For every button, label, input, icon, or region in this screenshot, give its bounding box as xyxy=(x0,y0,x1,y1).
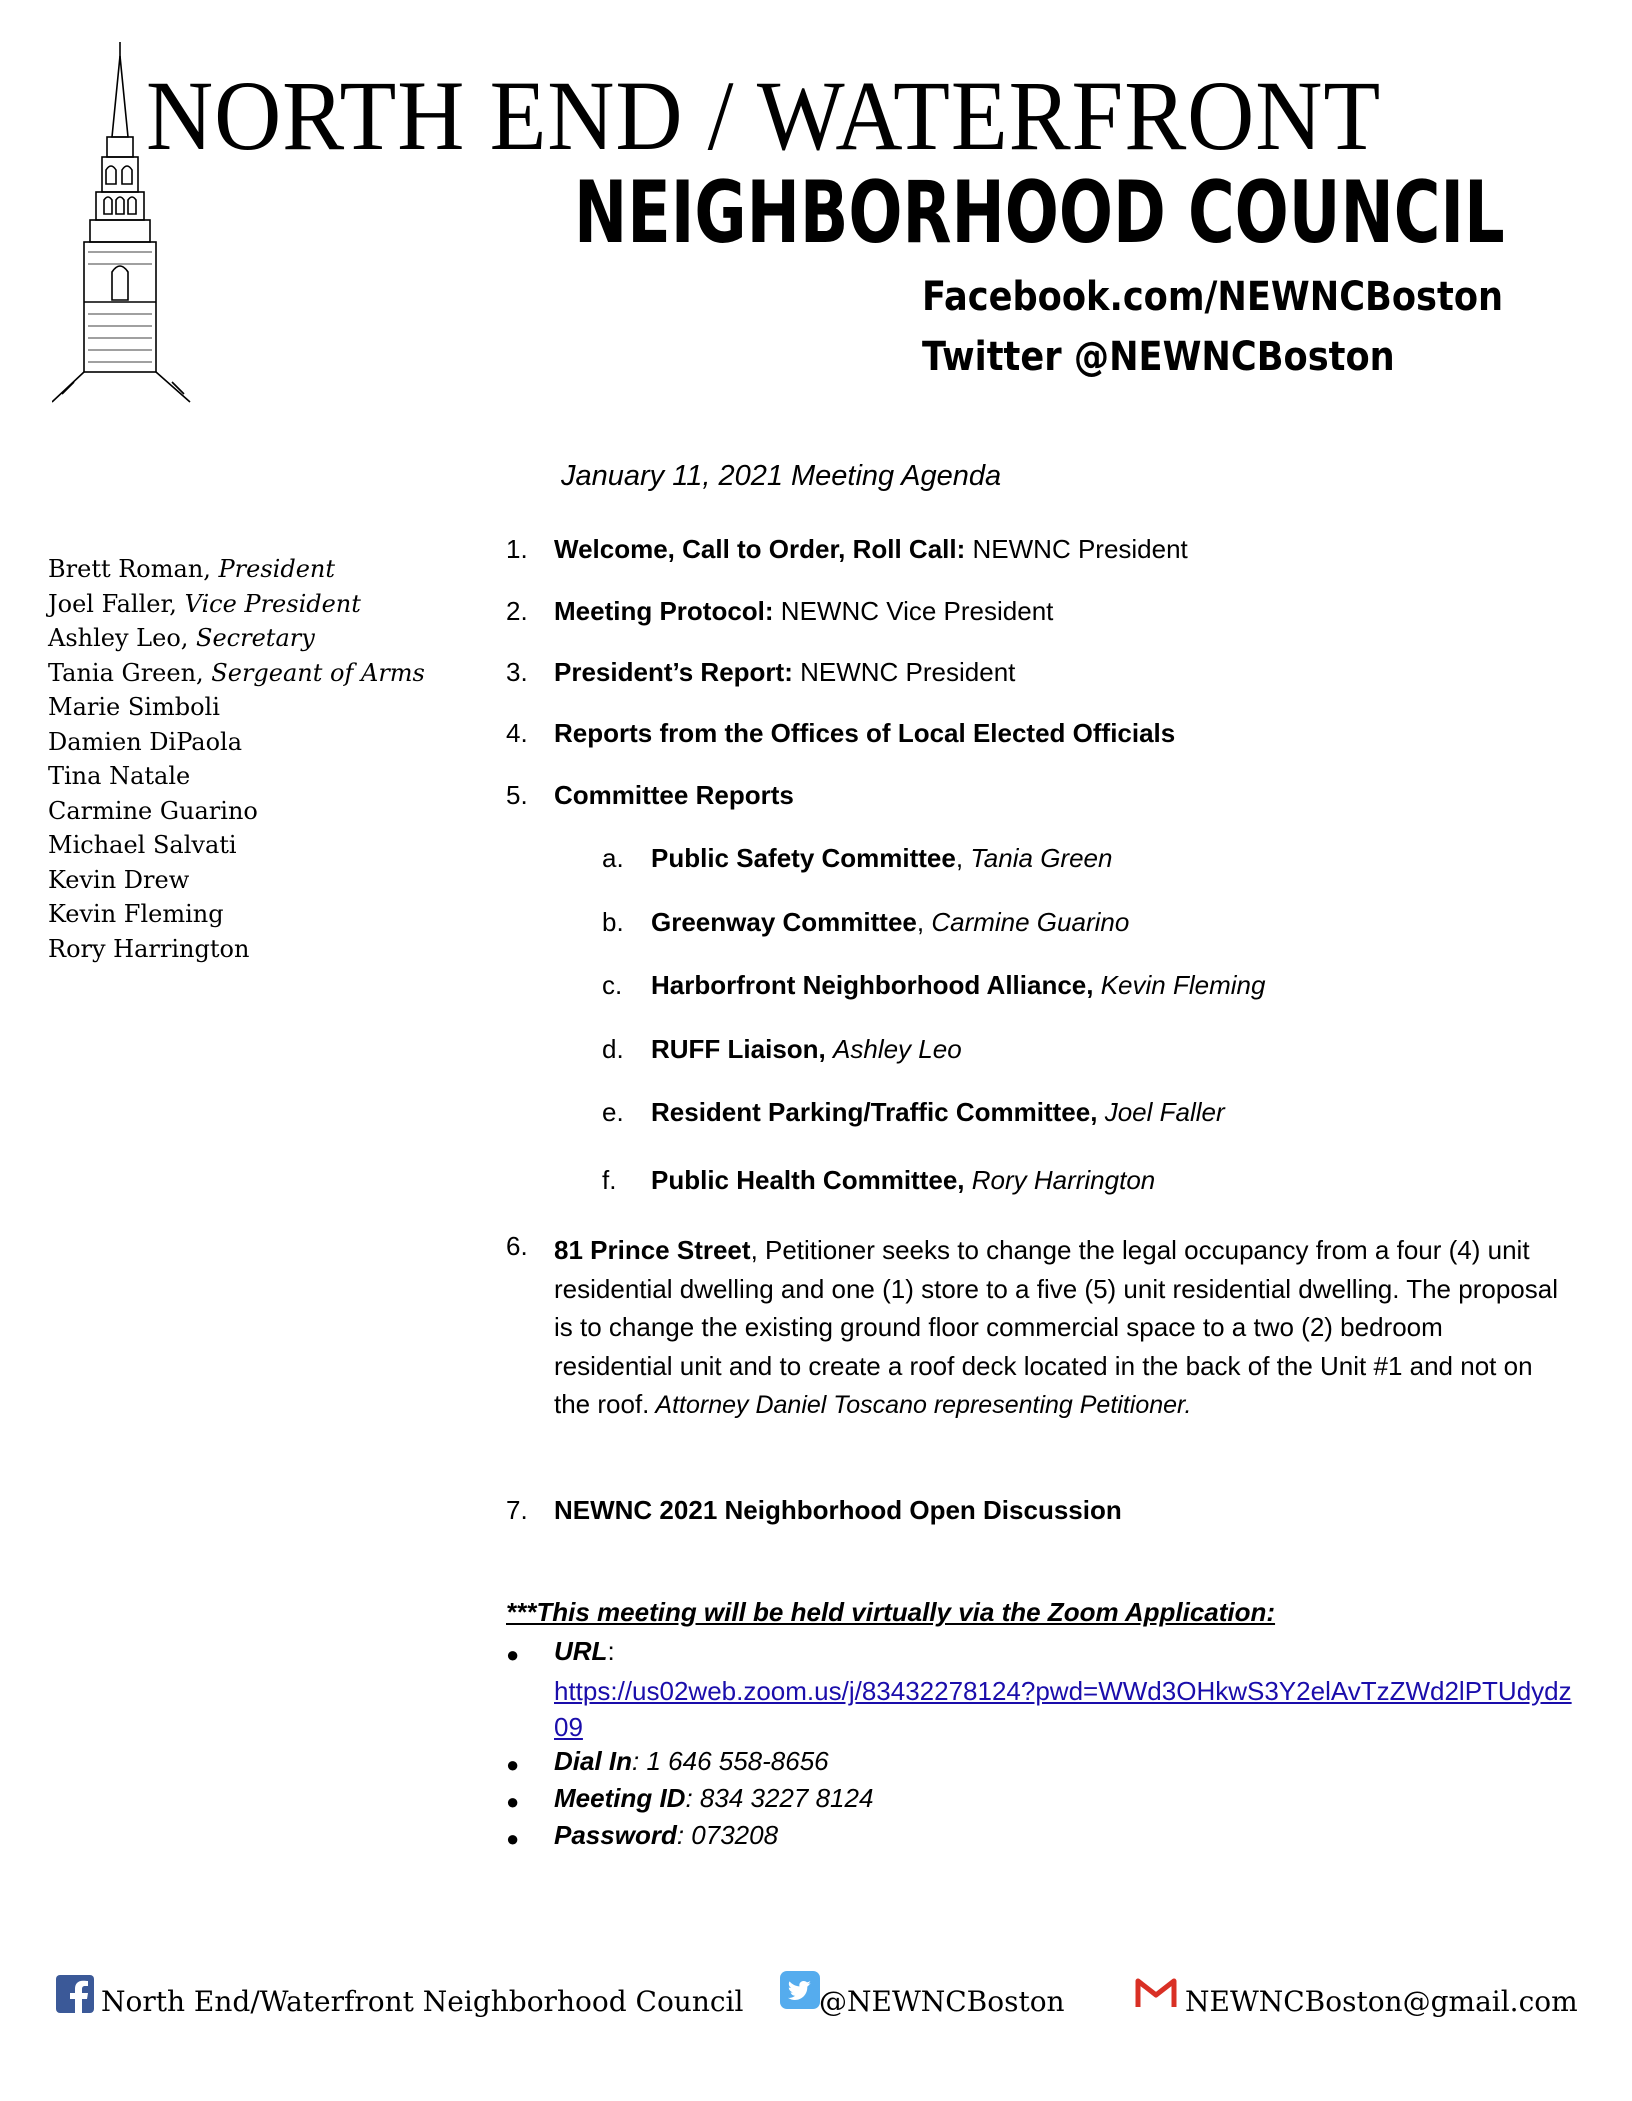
twitter-icon xyxy=(780,1971,820,2009)
agenda-item-6-number: 6. xyxy=(506,1231,528,1261)
facebook-icon xyxy=(56,1975,94,2013)
council-title-line-2: NEIGHBORHOOD COUNCIL xyxy=(574,163,1505,263)
board-member: Carmine Guarino xyxy=(48,796,258,825)
board-member: Kevin Fleming xyxy=(48,900,224,928)
board-member: Rory Harrington xyxy=(48,934,250,963)
board-member: Ashley Leo, Secretary xyxy=(48,624,315,652)
footer-council-name: North End/Waterfront Neighborhood Council xyxy=(101,1985,744,2018)
twitter-handle: Twitter @NEWNCBoston xyxy=(922,334,1395,380)
password: Password: 073208 xyxy=(554,1820,779,1850)
board-member: Marie Simboli xyxy=(48,693,220,721)
board-member: Tania Green, Sergeant of Arms xyxy=(48,658,425,687)
footer-email[interactable]: NEWNCBoston@gmail.com xyxy=(1185,1985,1578,2018)
zoom-url-link[interactable]: https://us02web.zoom.us/j/83432278124?pwd=WWd3OHkwS3Y2elAvTzZWd2lPTUdydz09 xyxy=(554,1676,1572,1742)
board-members-list xyxy=(48,552,425,966)
agenda-title: January 11, 2021 Meeting Agenda xyxy=(561,460,1002,492)
board-member: Damien DiPaola xyxy=(48,727,243,756)
board-member: Tina Natale xyxy=(48,762,191,790)
meeting-id: Meeting ID: 834 3227 8124 xyxy=(554,1783,874,1813)
council-title-line-1: NORTH END / WATERFRONT xyxy=(146,60,1382,171)
bullet-icon: ● xyxy=(506,1826,520,1851)
board-member: Kevin Drew xyxy=(48,865,190,894)
board-member: Michael Salvati xyxy=(48,831,237,859)
zoom-heading: ***This meeting will be held virtually via the Zoom Application: xyxy=(506,1597,1276,1627)
gmail-icon xyxy=(1135,1977,1177,2009)
zoom-url-label: URL: xyxy=(554,1636,615,1666)
footer-twitter-handle: @NEWNCBoston xyxy=(819,1985,1065,2018)
dial-in: Dial In: 1 646 558-8656 xyxy=(554,1746,829,1776)
facebook-handle: Facebook.com/NEWNCBoston xyxy=(922,274,1504,320)
agenda-item-6: 81 Prince Street, Petitioner seeks to change the legal occupancy from a four (4) unit residential dwelling and one (1) store to a five (5) unit residential dwelling. The proposal is to change the existing ground floor commercial space to a two (2) bedroom residential unit and to create a roof deck located in the back of the Unit #1 and not on the roof. Attorney Daniel Toscano representing Petitioner. xyxy=(554,1235,1558,1419)
board-member: Joel Faller, Vice President xyxy=(48,589,361,618)
board-member: Brett Roman, President xyxy=(48,555,336,583)
bullet-icon: ● xyxy=(506,1642,520,1667)
bullet-icon: ● xyxy=(506,1752,520,1777)
bullet-icon: ● xyxy=(506,1789,520,1814)
